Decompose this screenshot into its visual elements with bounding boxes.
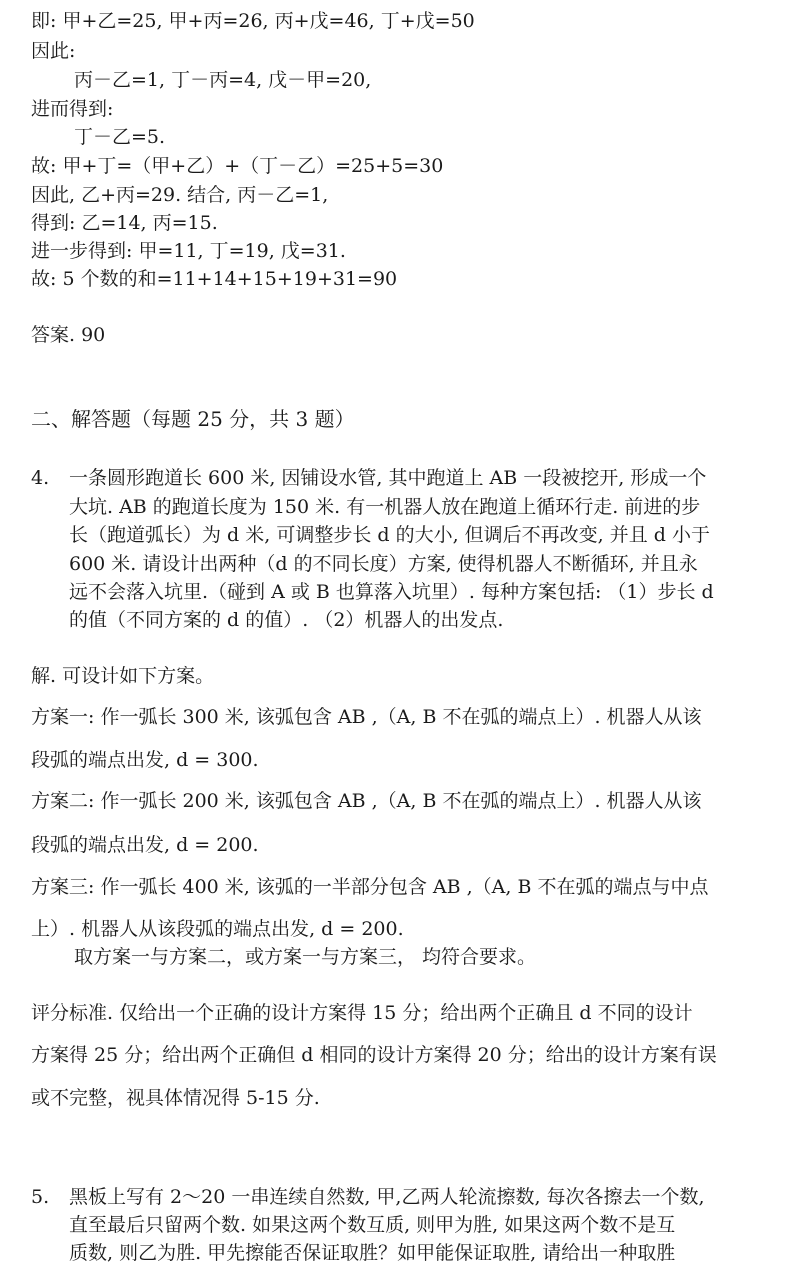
solution-line: 段弧的端点出发, d = 200. bbox=[31, 834, 259, 856]
grading-line: 评分标准. 仅给出一个正确的设计方案得 15 分；给出两个正确且 d 不同的设计 bbox=[31, 1002, 693, 1024]
text-line: 即: 甲+乙=25, 甲+丙=26, 丙+戊=46, 丁+戊=50 bbox=[31, 10, 475, 32]
solution-line: 方案二: 作一弧长 200 米, 该弧包含 AB ,（A, B 不在弧的端点上）. 机器人从该 bbox=[31, 790, 702, 812]
text-line: 进而得到: bbox=[31, 98, 114, 120]
answer-line: 答案. 90 bbox=[31, 324, 106, 346]
text-line: 故: 5 个数的和=11+14+15+19+31=90 bbox=[31, 268, 398, 290]
text-line: 进一步得到: 甲=11, 丁=19, 戊=31. bbox=[31, 240, 346, 262]
grading-line: 或不完整，视具体情况得 5-15 分. bbox=[31, 1087, 320, 1109]
problem-text-line: 一条圆形跑道长 600 米, 因铺设水管, 其中跑道上 AB 一段被挖开, 形成一个 bbox=[69, 467, 707, 489]
solution-line: 方案一: 作一弧长 300 米, 该弧包含 AB ,（A, B 不在弧的端点上）. 机器人从该 bbox=[31, 706, 702, 728]
problem-text-line: 直至最后只留两个数. 如果这两个数互质, 则甲为胜, 如果这两个数不是互 bbox=[69, 1214, 676, 1236]
text-line: 因此: bbox=[31, 40, 76, 62]
problem-text-line: 的值（不同方案的 d 的值）. （2）机器人的出发点. bbox=[69, 609, 504, 631]
text-line: 因此, 乙+丙=29. 结合, 丙－乙=1, bbox=[31, 184, 329, 206]
problem-text-line: 远不会落入坑里.（碰到 A 或 B 也算落入坑里）. 每种方案包括: （1）步长 d bbox=[69, 581, 714, 603]
problem-number: 5. bbox=[31, 1186, 50, 1208]
solution-line: 解. 可设计如下方案。 bbox=[31, 665, 215, 687]
solution-line: 方案三: 作一弧长 400 米, 该弧的一半部分包含 AB ,（A, B 不在弧的端点与中点 bbox=[31, 876, 709, 898]
problem-text-line: 长（跑道弧长）为 d 米, 可调整步长 d 的大小, 但调后不再改变, 并且 d 小于 bbox=[69, 524, 710, 546]
problem-text-line: 大坑. AB 的跑道长度为 150 米. 有一机器人放在跑道上循环行走. 前进的步 bbox=[69, 496, 701, 518]
text-line: 得到: 乙=14, 丙=15. bbox=[31, 212, 218, 234]
text-line: 丙－乙=1, 丁－丙=4, 戊－甲=20, bbox=[74, 69, 372, 91]
text-line: 丁－乙=5. bbox=[74, 126, 166, 148]
solution-line: 段弧的端点出发, d = 300. bbox=[31, 749, 259, 771]
grading-line: 方案得 25 分；给出两个正确但 d 相同的设计方案得 20 分；给出的设计方案有误 bbox=[31, 1044, 717, 1066]
problem-text-line: 黑板上写有 2～20 一串连续自然数, 甲,乙两人轮流擦数, 每次各擦去一个数, bbox=[69, 1186, 705, 1208]
section-heading: 二、解答题（每题 25 分，共 3 题） bbox=[31, 407, 355, 431]
problem-number: 4. bbox=[31, 467, 50, 489]
problem-text-line: 质数, 则乙为胜. 甲先擦能否保证取胜？如甲能保证取胜, 请给出一种取胜 bbox=[69, 1242, 676, 1264]
solution-line: 上）. 机器人从该段弧的端点出发, d = 200. bbox=[31, 918, 404, 940]
solution-line: 取方案一与方案二，或方案一与方案三， 均符合要求。 bbox=[74, 946, 537, 968]
text-line: 故: 甲+丁=（甲+乙）+（丁－乙）=25+5=30 bbox=[31, 155, 444, 177]
problem-text-line: 600 米. 请设计出两种（d 的不同长度）方案, 使得机器人不断循环, 并且永 bbox=[69, 553, 698, 575]
